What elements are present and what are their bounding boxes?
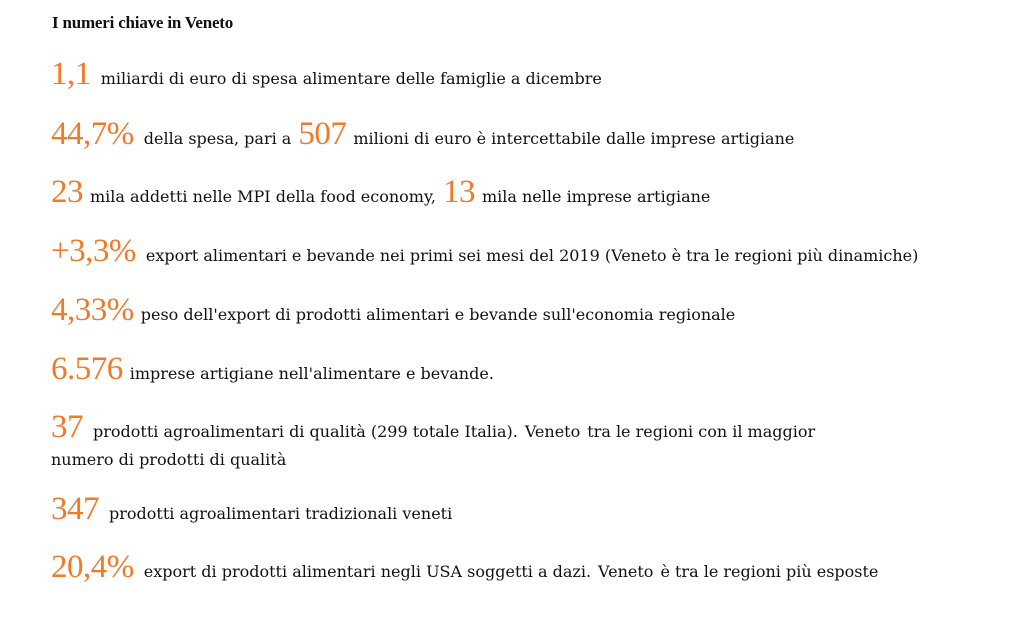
stat-value-secondary: 507 [298,116,347,152]
page-title: I numeri chiave in Veneto [52,13,234,32]
region-highlight: Veneto [524,422,581,441]
stat-text: export di prodotti alimentari negli USA soggetti a dazi. [143,562,592,581]
stat-text: imprese artigiane nell'alimentare e bevande. [129,364,494,383]
stat-value: 44,7% [51,116,134,152]
stat-text-secondary: milioni di euro è intercettabile dalle imprese artigiane [353,129,795,148]
stat-row-peso-export [51,294,735,327]
stat-text: peso dell'export di prodotti alimentari e bevande sull'economia regionale [140,305,736,324]
stat-value: 20,4% [51,549,134,585]
stat-text-secondary: mila nelle imprese artigiane [481,187,711,206]
stat-row-dazi-usa [51,551,878,584]
region-highlight: Veneto [598,562,654,581]
stat-text: export alimentari e bevande nei primi sei mesi del 2019 (Veneto è tra le regioni più dinamiche) [145,246,919,265]
stat-row-quota-spesa [51,118,794,151]
stat-value: 37 [51,409,83,445]
stat-value-secondary: 13 [442,174,475,210]
stat-text-continuation: numero di prodotti di qualità [51,450,287,469]
stat-row-prodotti-tradizionali [51,493,452,526]
stat-text: della spesa, pari a [143,129,292,148]
stat-value: 347 [51,491,99,527]
stat-value: 1,1 [51,56,91,92]
stat-row-export-crescita [51,235,918,268]
stat-text: mila addetti nelle MPI della food economy, [90,187,436,206]
stat-row-prodotti-qualita [51,411,815,444]
stat-row-imprese [51,353,494,386]
stat-value: +3,3% [51,233,136,269]
stat-text: prodotti agroalimentari tradizionali veneti [109,504,453,523]
stat-row-addetti [51,176,710,209]
stat-value: 23 [51,174,83,210]
stat-text: prodotti agroalimentari di qualità (299 totale Italia). [93,422,518,441]
stat-text: miliardi di euro di spesa alimentare delle famiglie a dicembre [100,69,602,88]
stat-text-secondary: tra le regioni con il maggior [587,422,816,441]
stat-value: 4,33% [51,292,134,328]
stat-value: 6.576 [51,351,123,387]
stat-row-spesa [51,58,602,91]
stat-text-secondary: è tra le regioni più esposte [660,562,879,581]
